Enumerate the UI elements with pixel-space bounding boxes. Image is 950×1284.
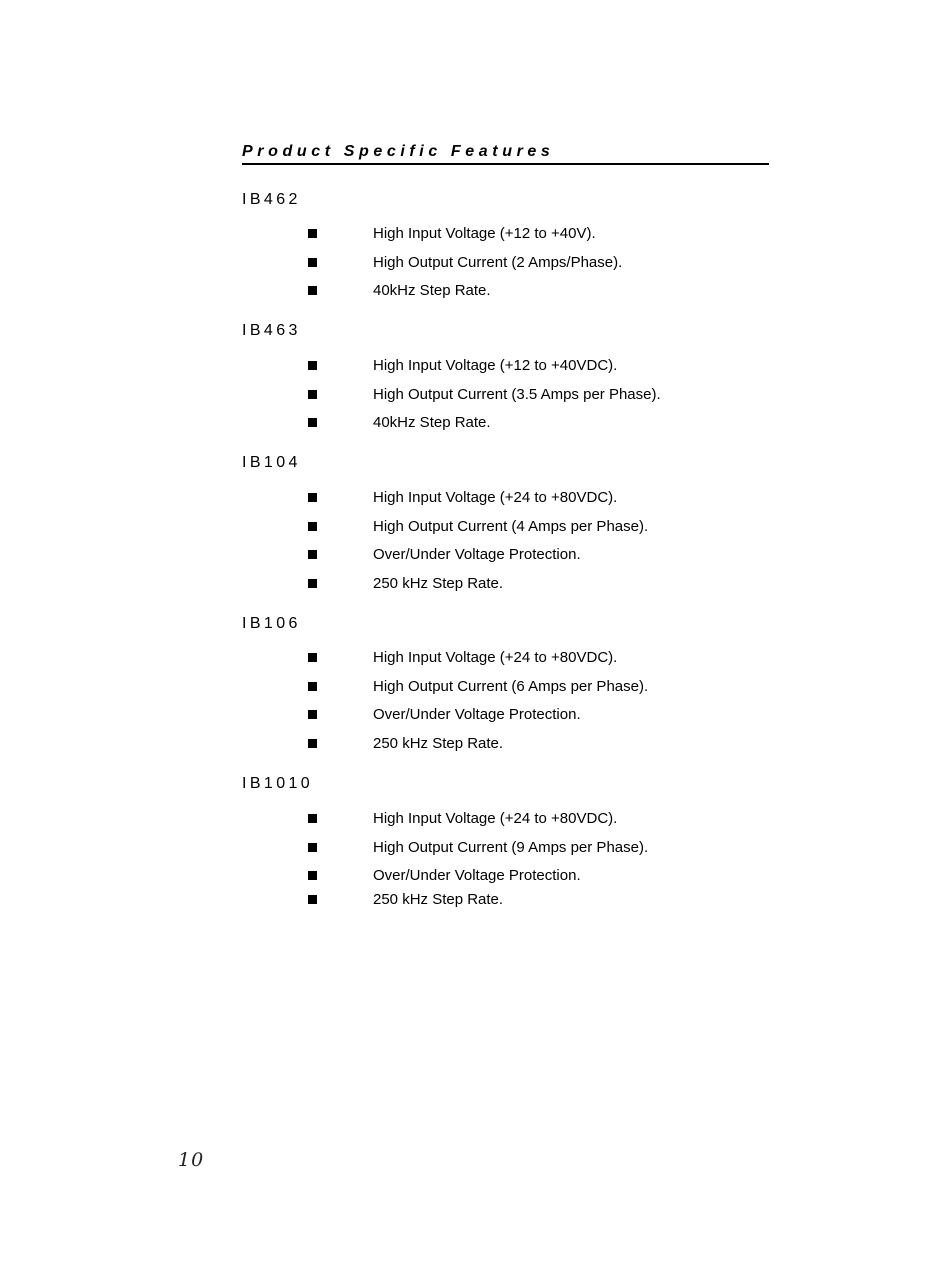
feature-list (242, 224, 769, 310)
feature-text: High Input Voltage (+12 to +40VDC). (373, 357, 618, 374)
feature-item (242, 866, 769, 890)
feature-text: High Output Current (3.5 Amps per Phase). (373, 385, 661, 403)
feature-text: High Output Current (2 Amps/Phase). (373, 253, 623, 271)
feature-text: 250 kHz Step Rate. (373, 575, 504, 593)
product-name: IB462 (242, 191, 301, 208)
feature-text: 250 kHz Step Rate. (373, 735, 504, 753)
feature-item (242, 890, 769, 919)
square-bullet-icon (308, 843, 317, 852)
square-bullet-icon (308, 361, 317, 370)
product-ib106 (242, 614, 769, 763)
square-bullet-icon (308, 418, 317, 427)
square-bullet-icon (308, 682, 317, 691)
square-bullet-icon (308, 286, 317, 295)
feature-item (242, 705, 769, 734)
feature-item (242, 574, 769, 603)
product-ib104 (242, 453, 769, 603)
product-ib462 (242, 190, 769, 310)
square-bullet-icon (308, 710, 317, 719)
section-title-text: Product Specific Features (242, 143, 555, 160)
feature-text: High Output Current (4 Amps per Phase). (373, 517, 649, 535)
square-bullet-icon (308, 871, 317, 880)
square-bullet-icon (308, 653, 317, 662)
square-bullet-icon (308, 258, 317, 267)
feature-item (242, 413, 769, 442)
feature-text: Over/Under Voltage Protection. (373, 867, 581, 885)
product-name: IB106 (242, 615, 301, 632)
square-bullet-icon (308, 739, 317, 748)
feature-text: High Output Current (9 Amps per Phase). (373, 838, 649, 856)
square-bullet-icon (308, 579, 317, 588)
square-bullet-icon (308, 895, 317, 904)
feature-item (242, 838, 769, 867)
feature-list (242, 648, 769, 763)
feature-item (242, 253, 769, 282)
product-name: IB463 (242, 322, 301, 339)
feature-list (242, 488, 769, 603)
feature-item (242, 281, 769, 310)
feature-list (242, 356, 769, 442)
feature-text: 40kHz Step Rate. (373, 414, 491, 432)
feature-item (242, 517, 769, 546)
feature-list (242, 809, 769, 919)
product-name: IB104 (242, 454, 301, 471)
feature-item (242, 356, 769, 385)
feature-item (242, 677, 769, 706)
feature-text: High Input Voltage (+24 to +80VDC). (373, 810, 618, 827)
feature-text: High Input Voltage (+12 to +40V). (373, 225, 596, 242)
square-bullet-icon (308, 550, 317, 559)
square-bullet-icon (308, 229, 317, 238)
section-title (242, 143, 769, 165)
feature-text: High Input Voltage (+24 to +80VDC). (373, 489, 618, 506)
feature-text: Over/Under Voltage Protection. (373, 546, 581, 564)
feature-text: 250 kHz Step Rate. (373, 891, 504, 909)
page-number: 10 (178, 1149, 205, 1171)
feature-item (242, 488, 769, 517)
feature-text: Over/Under Voltage Protection. (373, 706, 581, 724)
feature-text: High Input Voltage (+24 to +80VDC). (373, 649, 618, 666)
square-bullet-icon (308, 390, 317, 399)
feature-text: High Output Current (6 Amps per Phase). (373, 677, 649, 695)
feature-item (242, 734, 769, 763)
feature-item (242, 224, 769, 253)
feature-text: 40kHz Step Rate. (373, 282, 491, 300)
feature-item (242, 809, 769, 838)
product-ib1010 (242, 774, 769, 919)
feature-item (242, 385, 769, 414)
feature-item (242, 648, 769, 677)
feature-item (242, 545, 769, 574)
product-name: IB1010 (242, 775, 314, 792)
square-bullet-icon (308, 814, 317, 823)
square-bullet-icon (308, 522, 317, 531)
product-ib463 (242, 321, 769, 442)
square-bullet-icon (308, 493, 317, 502)
